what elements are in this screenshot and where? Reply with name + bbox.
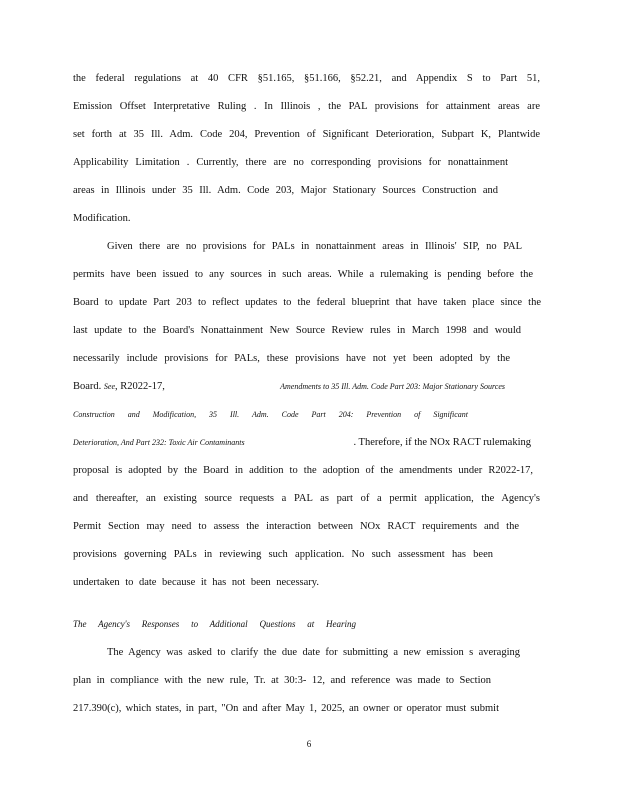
citation-line (73, 380, 505, 393)
text-line: Permit Section may need to assess the interaction between NOx RACT requirements and the (73, 521, 519, 532)
text-line: Modification. (73, 213, 131, 224)
text-line: Board to update Part 203 to reflect updates to the federal blueprint that have taken place since the (73, 297, 541, 308)
text-line: last update to the Board's Nonattainment New Source Review rules in March 1998 and would (73, 325, 521, 336)
text-line: undertaken to date because it has not been necessary. (73, 577, 319, 588)
text-line: areas in Illinois under 35 Ill. Adm. Code 203, Major Stationary Sources Construction and (73, 185, 498, 196)
text-line: proposal is adopted by the Board in addition to the adoption of the amendments under R2022-17, (73, 465, 533, 476)
citation-line (73, 436, 531, 449)
text-line: set forth at 35 Ill. Adm. Code 204, Prevention of Significant Deterioration, Subpart K, Plantwide (73, 129, 540, 140)
text-line: plan in compliance with the new rule, Tr. at 30:3- 12, and reference was made to Section (73, 675, 491, 686)
citation-signal: See (103, 382, 116, 391)
text-line: provisions governing PALs in reviewing such application. No such assessment has been (73, 549, 493, 560)
text-line: Applicability Limitation . Currently, there are no corresponding provisions for nonattainment (73, 157, 508, 168)
citation-title: Deterioration, And Part 232: Toxic Air Contaminants (73, 438, 245, 447)
section-heading: The Agency's Responses to Additional Questions at Hearing (73, 619, 356, 629)
page-number: 6 (306, 739, 312, 749)
text-segment: . Therefore, if the NOx RACT rulemaking (353, 437, 531, 448)
text-line: Given there are no provisions for PALs in nonattainment areas in Illinois' SIP, no PAL (107, 241, 522, 252)
text-line: The Agency was asked to clarify the due date for submitting a new emission s averaging (107, 647, 520, 658)
text-line: and thereafter, an existing source requests a PAL as part of a permit application, the Agency's (73, 493, 540, 504)
text-segment: Board. (73, 381, 102, 392)
docket-number: , R2022-17, (115, 381, 165, 392)
citation-title: Construction and Modification, 35 Ill. Adm. Code Part 204: Prevention of Significant (73, 410, 468, 419)
text-line: the federal regulations at 40 CFR §51.165, §51.166, §52.21, and Appendix S to Part 51, (73, 73, 540, 84)
citation-title: Amendments to 35 Ill. Adm. Code Part 203: Major Stationary Sources (280, 382, 505, 391)
text-line: Emission Offset Interpretative Ruling . In Illinois , the PAL provisions for attainment areas are (73, 101, 540, 112)
text-line: 217.390(c), which states, in part, "On and after May 1, 2025, an owner or operator must submit (73, 703, 499, 714)
text-line: necessarily include provisions for PALs, these provisions have not yet been adopted by the (73, 353, 510, 364)
text-line: permits have been issued to any sources in such areas. While a rulemaking is pending before the (73, 269, 533, 280)
